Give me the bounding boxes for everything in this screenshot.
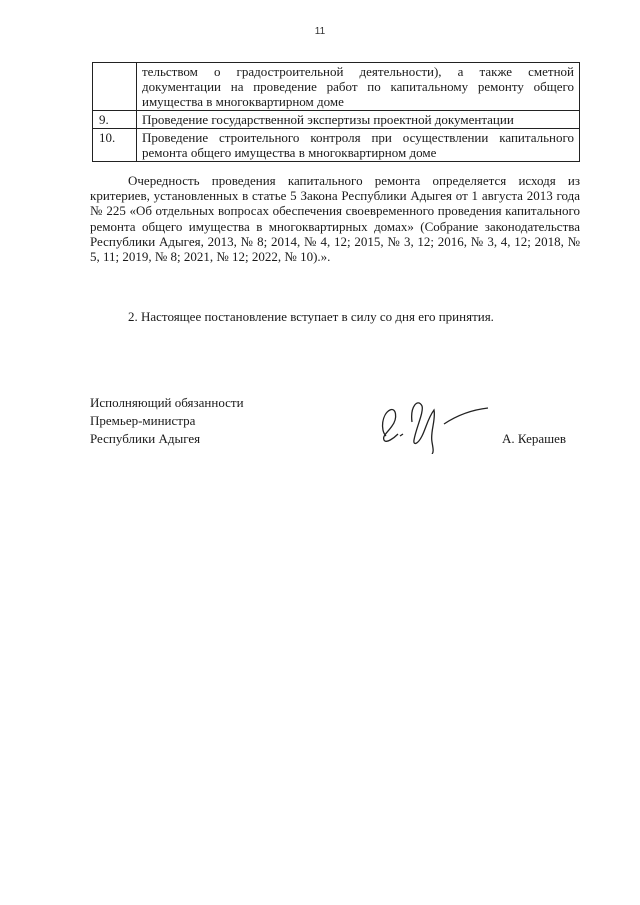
table-row: [93, 63, 580, 111]
page-number: 11: [314, 26, 326, 37]
row-text: тельством о градостроительной деятельности), а также сметной документации на проведение работ по капитальному ремонту общего имущества в многоквартирном доме: [137, 63, 580, 111]
signatory-name: А. Керашев: [502, 431, 567, 446]
row-number: 9.: [93, 111, 137, 129]
row-text: Проведение государственной экспертизы проектной документации: [137, 111, 580, 129]
table-row: [93, 111, 580, 129]
signatory-title: [90, 394, 244, 448]
row-number: [93, 63, 137, 111]
handwritten-signature: [372, 392, 492, 454]
row-text: Проведение строительного контроля при осуществлении капитального ремонта общего имущества в многоквартирном доме: [137, 129, 580, 162]
row-number: 10.: [93, 129, 137, 162]
signatory-title-line: Исполняющий обязанности: [90, 395, 244, 410]
priority-paragraph: Очередность проведения капитального ремонта определяется исходя из критериев, установленных в статье 5 Закона Республики Адыгея от 1 августа 2013 года № 225 «Об отдельных вопросах обеспечения своевременного проведения капитального ремонта общего имущества в многоквартирных домах» (Собрание законодательства Республики Адыгея, 2013, № 8; 2014, № 4, 12; 2015, № 3, 12; 2016, № 3, 4, 12; 2018, № 5, 11; 2019, № 8; 2021, № 12; 2022, № 10).».: [90, 173, 580, 265]
signatory-title-line: Республики Адыгея: [90, 431, 201, 446]
works-table: [92, 62, 580, 162]
signatory-title-line: Премьер-министра: [90, 413, 196, 428]
entry-into-force-paragraph: 2. Настоящее постановление вступает в силу со дня его принятия.: [128, 309, 494, 324]
table-row: [93, 129, 580, 162]
